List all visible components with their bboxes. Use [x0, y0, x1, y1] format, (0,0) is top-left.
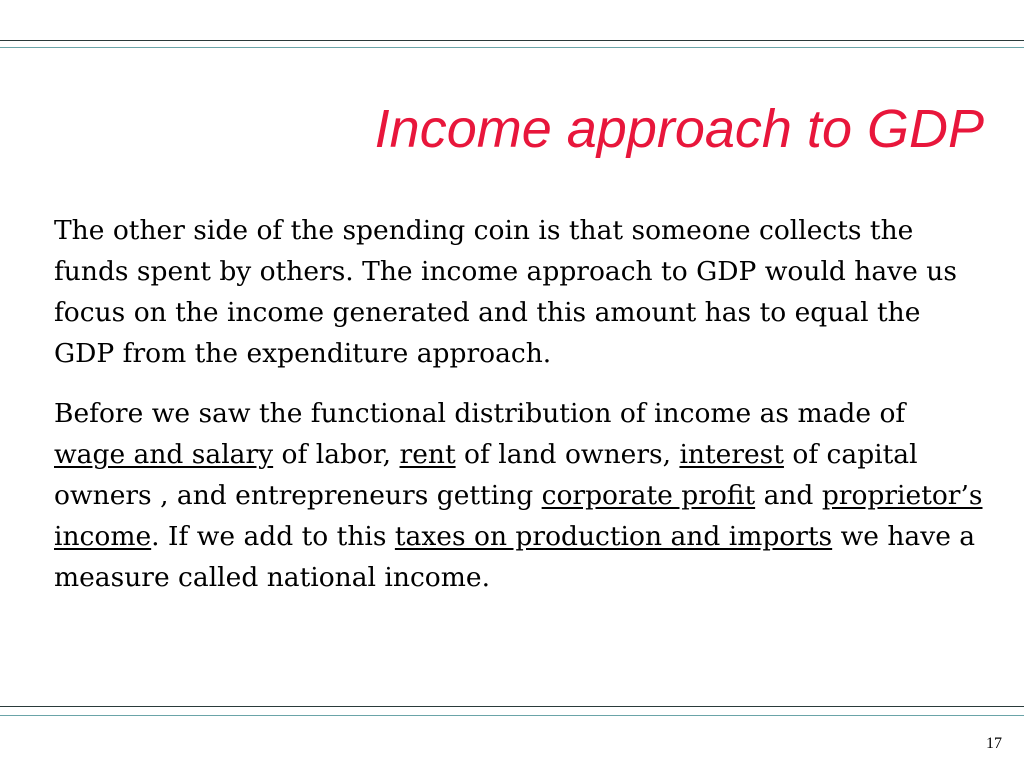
paragraph-functional-distribution — [54, 393, 984, 598]
top-divider-dark — [0, 40, 1024, 41]
slide-title: Income approach to GDP — [374, 99, 984, 159]
paragraph-text: of labor, — [273, 439, 400, 470]
bottom-divider-teal — [0, 715, 1024, 716]
paragraph-spending-coin: The other side of the spending coin is that someone collects the funds spent by others. The income approach to GDP would have us focus on the income generated and this amount has to equal the GDP from the expenditure approach. — [54, 215, 957, 369]
bottom-divider-dark — [0, 706, 1024, 707]
term-taxes-on-production-and-imports: taxes on production and imports — [394, 521, 833, 552]
term-interest: interest — [679, 439, 784, 470]
paragraph-text: of land owners, — [455, 439, 680, 470]
paragraph-text: . If we add to this — [151, 521, 395, 552]
page-number: 17 — [986, 735, 1002, 752]
paragraph-text: of capital owners , and entrepreneurs getting — [54, 439, 918, 511]
slide-body — [54, 210, 984, 617]
paragraph-text: and — [755, 480, 822, 511]
term-corporate-profit: corporate profit — [541, 480, 756, 511]
paragraph-text: Before we saw the functional distribution of income as made of — [54, 398, 906, 429]
term-rent: rent — [399, 439, 456, 470]
term-proprietors-income: proprietor’s income — [54, 480, 983, 552]
top-divider-teal — [0, 47, 1024, 48]
term-wage-and-salary: wage and salary — [54, 439, 274, 470]
paragraph-text: we have a measure called national income. — [54, 521, 976, 593]
